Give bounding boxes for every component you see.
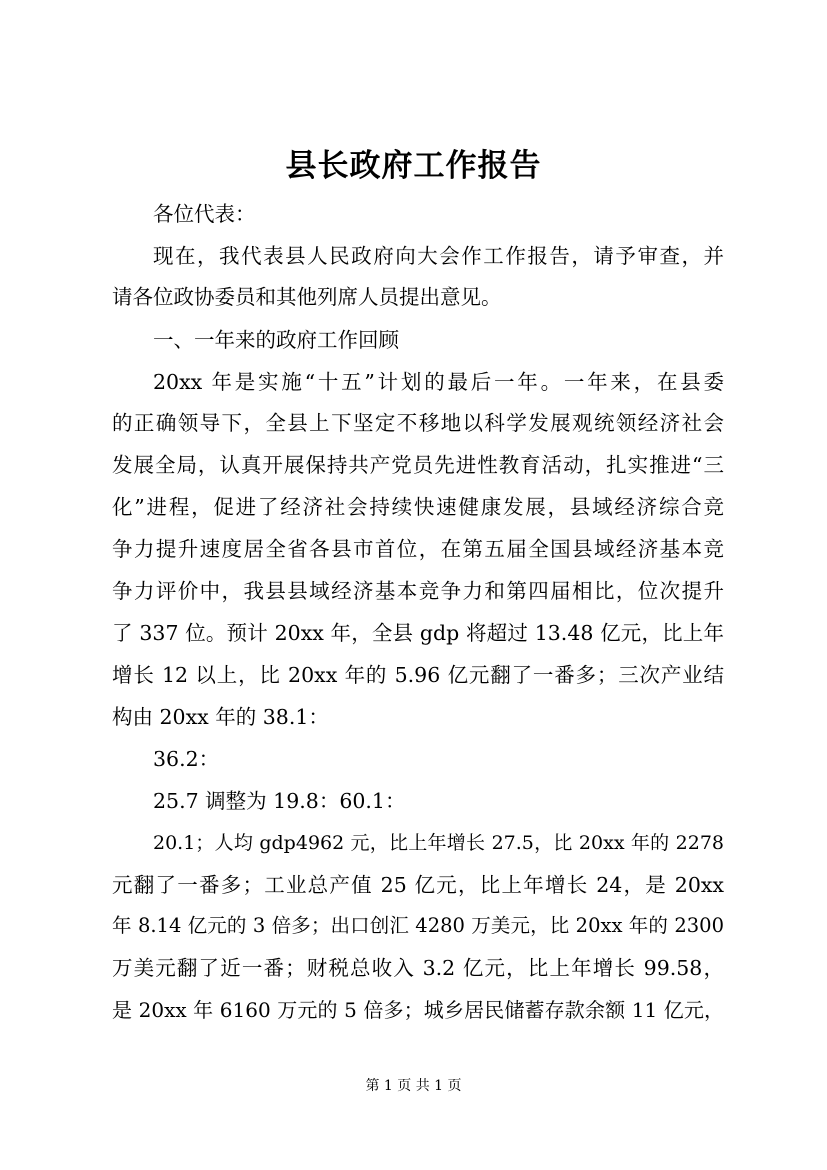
- paragraph-line: 发展全局，认真开展保持共产党员先进性教育活动，扎实推进“三: [112, 453, 724, 477]
- paragraph-line: 增长 12 以上，比 20xx 年的 5.96 亿元翻了一番多；三次产业结: [112, 663, 724, 687]
- paragraph-line: 年 8.14 亿元的 3 倍多；出口创汇 4280 万美元，比 20xx 年的 2300: [112, 914, 724, 937]
- section-heading: 一、一年来的政府工作回顾: [153, 328, 399, 352]
- paragraph-line: 了 337 位。预计 20xx 年，全县 gdp 将超过 13.48 亿元，比上年: [112, 621, 724, 645]
- paragraph-line: 万美元翻了近一番；财税总收入 3.2 亿元，比上年增长 99.58，: [112, 956, 724, 980]
- paragraph-line: 36.2：: [153, 747, 220, 771]
- paragraph-line: 的正确领导下，全县上下坚定不移地以科学发展观统领经济社会: [112, 411, 724, 435]
- paragraph-line: 争力提升速度居全省各县市首位，在第五届全国县域经济基本竞: [112, 537, 724, 561]
- paragraph-line: 20.1；人均 gdp4962 元，比上年增长 27.5，比 20xx 年的 2278: [153, 832, 724, 854]
- document-title: 县长政府工作报告: [285, 148, 542, 184]
- paragraph-line: 构由 20xx 年的 38.1：: [112, 705, 329, 729]
- paragraph-line: 是 20xx 年 6160 万元的 5 倍多；城乡居民储蓄存款余额 11 亿元，: [112, 998, 724, 1022]
- paragraph-line: 20xx 年是实施“十五”计划的最后一年。一年来，在县委: [153, 370, 724, 394]
- paragraph-line: 现在，我代表县人民政府向大会作工作报告，请予审查，并: [153, 244, 724, 268]
- salutation: 各位代表：: [153, 202, 256, 226]
- paragraph-line: 请各位政协委员和其他列席人员提出意见。: [112, 285, 502, 309]
- paragraph-line: 元翻了一番多；工业总产值 25 亿元，比上年增长 24，是 20xx: [112, 873, 724, 897]
- paragraph-line: 争力评价中，我县县域经济基本竞争力和第四届相比，位次提升: [112, 579, 724, 603]
- paragraph-line: 25.7 调整为 19.8：60.1：: [153, 789, 406, 813]
- page-footer: 第 1 页 共 1 页: [365, 1078, 462, 1094]
- paragraph-line: 化”进程，促进了经济社会持续快速健康发展，县域经济综合竞: [112, 495, 724, 519]
